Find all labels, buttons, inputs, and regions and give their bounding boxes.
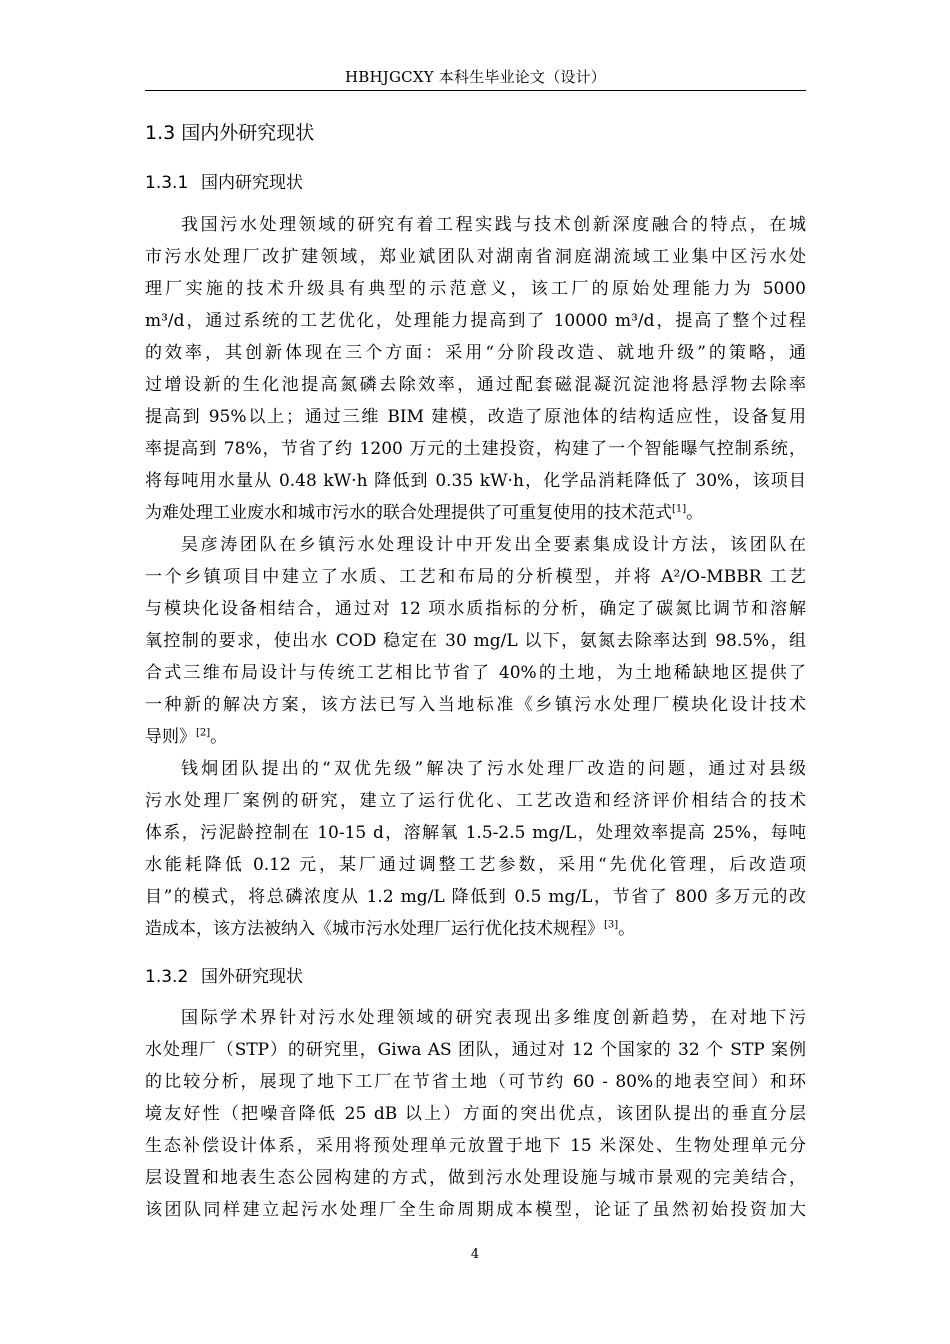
subsection-number: 1.3.2 [145, 967, 189, 987]
paragraph-domestic-3 [145, 753, 806, 945]
paragraph-line: 为难处理工业废水和城市污水的联合处理提供了可重复使用的技术范式[1]。 [145, 503, 704, 523]
page-number: 4 [470, 1247, 480, 1262]
paragraph-line: 一个乡镇项目中建立了水质、工艺和布局的分析模型，并将 A²/O-MBBR 工艺 [145, 567, 806, 587]
paragraph-line: 我国污水处理领域的研究有着工程实践与技术创新深度融合的特点，在城 [181, 215, 806, 235]
subsection-heading-domestic [145, 169, 303, 197]
subsection-title: 国内研究现状 [201, 173, 303, 193]
paragraph-line: 理厂实施的技术升级具有典型的示范意义，该工厂的原始处理能力为 5000 [145, 279, 806, 299]
paragraph-line: 层设置和地表生态公园构建的方式，做到污水处理设施与城市景观的完美结合， [145, 1168, 806, 1188]
section-title: 1.3 国内外研究现状 [145, 122, 315, 144]
citation-marker: [3] [604, 919, 619, 931]
paragraph-line: 将每吨用水量从 0.48 kW·h 降低到 0.35 kW·h，化学品消耗降低了 30%，该项目 [145, 471, 806, 491]
paragraph-line: 的效率，其创新体现在三个方面：采用“分阶段改造、就地升级”的策略，通 [145, 343, 806, 363]
paragraph-line: 过增设新的生化池提高氮磷去除效率，通过配套磁混凝沉淀池将悬浮物去除率 [145, 375, 806, 395]
paragraph-line: m³/d，通过系统的工艺优化，处理能力提高到了 10000 m³/d，提高了整个过程 [145, 311, 806, 331]
paragraph-line: 国际学术界针对污水处理领域的研究表现出多维度创新趋势，在对地下污 [181, 1008, 806, 1028]
paragraph-line: 水处理厂（STP）的研究里，Giwa AS 团队，通过对 12 个国家的 32 个 STP 案例 [145, 1040, 806, 1060]
paragraph-line: 率提高到 78%，节省了约 1200 万元的土建投资，构建了一个智能曝气控制系统， [145, 439, 806, 459]
paragraph-foreign-1 [145, 1002, 806, 1226]
paragraph-line: 境友好性（把噪音降低 25 dB 以上）方面的突出优点，该团队提出的垂直分层 [145, 1104, 806, 1124]
paragraph-line: 提高到 95%以上；通过三维 BIM 建模，改造了原池体的结构适应性，设备复用 [145, 407, 806, 427]
paragraph-line: 水能耗降低 0.12 元，某厂通过调整工艺参数，采用“先优化管理，后改造项 [145, 855, 806, 875]
paragraph-line: 市污水处理厂改扩建领域，郑业斌团队对湖南省洞庭湖流域工业集中区污水处 [145, 247, 806, 267]
paragraph-line: 该团队同样建立起污水处理厂全生命周期成本模型，论证了虽然初始投资加大 [145, 1200, 806, 1220]
subsection-number: 1.3.1 [145, 173, 189, 193]
paragraph-line: 导则》[2]。 [145, 727, 228, 747]
paragraph-line: 造成本，该方法被纳入《城市污水处理厂运行优化技术规程》[3]。 [145, 919, 636, 939]
paragraph-line: 氧控制的要求，使出水 COD 稳定在 30 mg/L 以下，氨氮去除率达到 98.5%，组 [145, 631, 806, 651]
paragraph-line: 合式三维布局设计与传统工艺相比节省了 40%的土地，为土地稀缺地区提供了 [145, 663, 806, 683]
subsection-title: 国外研究现状 [201, 967, 303, 987]
paragraph-line: 与模块化设备相结合，通过对 12 项水质指标的分析，确定了碳氮比调节和溶解 [145, 599, 806, 619]
subsection-heading-foreign [145, 963, 303, 991]
header-rule [145, 90, 806, 91]
paragraph-line: 目”的模式，将总磷浓度从 1.2 mg/L 降低到 0.5 mg/L，节省了 800 多万元的改 [145, 887, 806, 907]
citation-marker: [1] [672, 503, 687, 515]
citation-marker: [2] [196, 727, 211, 739]
paragraph-line: 生态补偿设计体系，采用将预处理单元放置于地下 15 米深处、生物处理单元分 [145, 1136, 806, 1156]
paragraph-line: 体系，污泥龄控制在 10-15 d，溶解氧 1.5-2.5 mg/L，处理效率提高 25%，每吨 [145, 823, 806, 843]
running-header: HBHJGCXY 本科生毕业论文（设计） [344, 68, 606, 86]
paragraph-line: 的比较分析，展现了地下工厂在节省土地（可节约 60 - 80%的地表空间）和环 [145, 1072, 806, 1092]
paragraph-domestic-1 [145, 209, 806, 529]
paragraph-line: 钱炯团队提出的“双优先级”解决了污水处理厂改造的问题，通过对县级 [181, 759, 806, 779]
paragraph-domestic-2 [145, 529, 806, 753]
paragraph-line: 吴彦涛团队在乡镇污水处理设计中开发出全要素集成设计方法，该团队在 [181, 535, 806, 555]
paragraph-line: 污水处理厂案例的研究，建立了运行优化、工艺改造和经济评价相结合的技术 [145, 791, 806, 811]
paragraph-line: 一种新的解决方案，该方法已写入当地标准《乡镇污水处理厂模块化设计技术 [145, 695, 806, 715]
